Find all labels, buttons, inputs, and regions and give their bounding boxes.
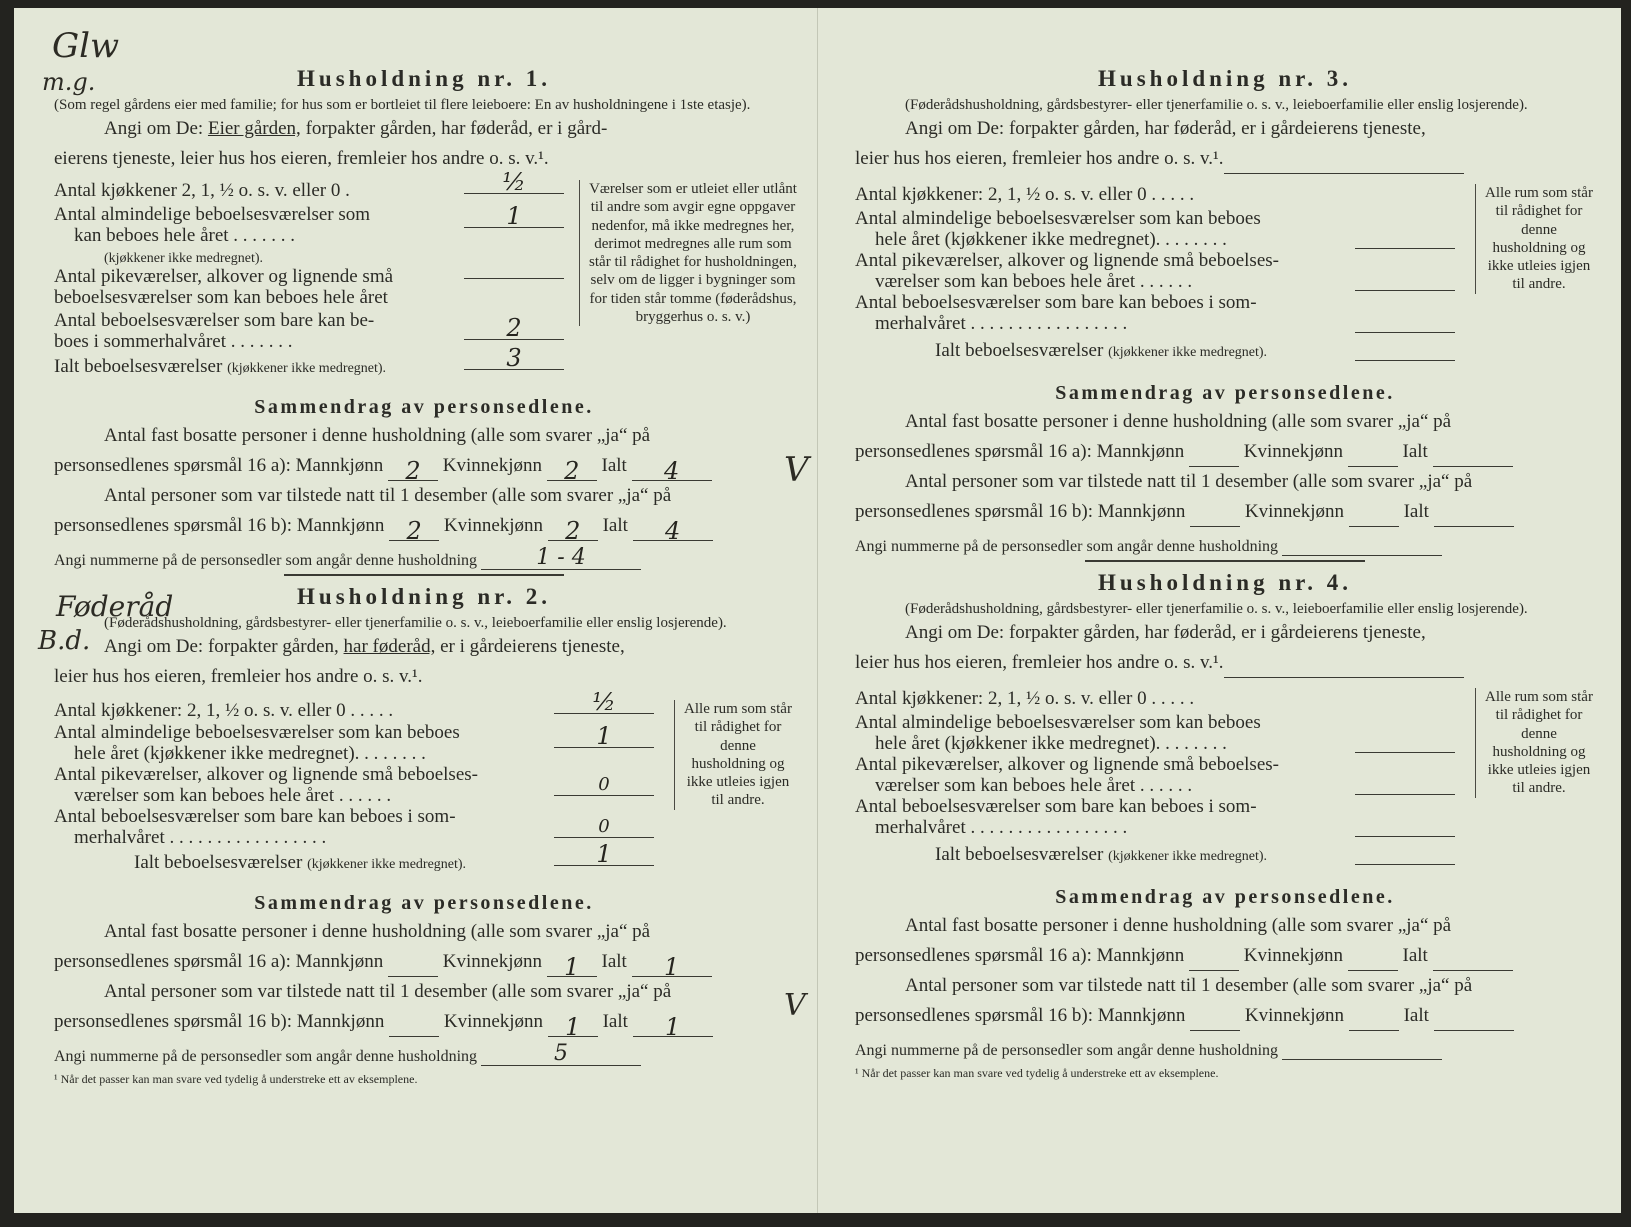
- h2-side-note: Alle rum som står til rådighet for denne husholdning og ikke utleies igjen til andre.: [674, 700, 793, 810]
- h2-s2-male[interactable]: [389, 1012, 439, 1037]
- household-4-title: Husholdning nr. 4.: [1098, 570, 1352, 595]
- eier-garden-underlined: Eier gården,: [207, 118, 301, 139]
- h1-s2-male[interactable]: 2: [389, 516, 439, 541]
- h2-numbers-value[interactable]: 5: [481, 1041, 641, 1066]
- h1-row-ordinary-rooms: Antal almindelige beboelsesværelser som kan beboes hele året . . . . . . . (kjøkkener ikke medregnet). 1: [54, 204, 574, 266]
- h2-s2-total[interactable]: 1: [633, 1012, 713, 1037]
- h4-s2-male[interactable]: [1190, 1006, 1240, 1031]
- h2-s1-total[interactable]: 1: [632, 952, 712, 977]
- h1-angi-numbers: Angi nummerne på de personsedler som angår denne husholdning 1 - 4: [54, 545, 794, 570]
- form-sheet: [14, 8, 1621, 1213]
- h3-side-note: Alle rum som står til rådighet for denne husholdning og ikke utleies igjen til andre.: [1475, 184, 1594, 294]
- h4-s2-total[interactable]: [1434, 1006, 1514, 1031]
- h4-s1-total[interactable]: [1433, 946, 1513, 971]
- household-2-rooms: [54, 688, 794, 884]
- h3-s2-line-b: personsedlenes spørsmål 16 b): Mannkjønn Kvinnekjønn Ialt: [855, 497, 1595, 527]
- h1-row-total: Ialt beboelsesværelser (kjøkkener ikke medregnet). 3: [54, 356, 574, 384]
- household-1-angi-line1: Angi om De: Eier gården, forpakter gården, har føderåd, er i gård-: [104, 118, 608, 139]
- h3-s1-line-b: personsedlenes spørsmål 16 a): Mannkjønn Kvinnekjønn Ialt: [855, 437, 1595, 467]
- h1-summary-title: Sammendrag av personsedlene.: [254, 396, 594, 418]
- h3-row-ordinary-rooms: Antal almindelige beboelsesværelser som kan beboes hele året (kjøkkener ikke medregnet). . . . . . . .: [855, 208, 1467, 250]
- h1-s1-male[interactable]: 2: [388, 456, 438, 481]
- h3-s1-line-a: Antal fast bosatte personer i denne husholdning (alle som svarer „ja“ på: [905, 411, 1452, 432]
- h2-s1-male[interactable]: [388, 952, 438, 977]
- h4-summary-title: Sammendrag av personsedlene.: [1055, 886, 1395, 908]
- h3-s1-male[interactable]: [1189, 442, 1239, 467]
- h4-angi-numbers: Angi nummerne på de personsedler som angår denne husholdning: [855, 1035, 1595, 1060]
- h2-row-total: Ialt beboelsesværelser (kjøkkener ikke medregnet). 1: [54, 852, 666, 880]
- household-2-angi-line1: Angi om De: forpakter gården, har føderåd, er i gårdeierens tjeneste,: [104, 636, 625, 657]
- h4-row-kitchens: Antal kjøkkener: 2, 1, ½ o. s. v. eller 0 . . . . .: [855, 688, 1195, 709]
- h1-row-summer-rooms: Antal beboelsesværelser som bare kan be- boes i sommerhalvåret . . . . . . . 2: [54, 310, 574, 356]
- household-4-rooms: [855, 688, 1595, 878]
- left-page: [14, 8, 818, 1213]
- household-3-note: (Føderådshusholdning, gårdsbestyrer- eller tjenerfamilie o. s. v., leieboerfamilie eller enslig losjerende).: [905, 97, 1528, 113]
- h4-side-note: Alle rum som står til rådighet for denne husholdning og ikke utleies igjen til andre.: [1475, 688, 1594, 798]
- h3-s2-line-a: Antal personer som var tilstede natt til 1 desember (alle som svarer „ja“ på: [905, 471, 1473, 492]
- h3-s2-total[interactable]: [1434, 502, 1514, 527]
- h4-row-total: Ialt beboelsesværelser (kjøkkener ikke medregnet).: [855, 844, 1467, 872]
- h1-s2-line-b: personsedlenes spørsmål 16 b): Mannkjønn 2 Kvinnekjønn 2 Ialt 4: [54, 511, 794, 541]
- h1-s1-female[interactable]: 2: [547, 456, 597, 481]
- checkmark-2: V: [784, 988, 806, 1023]
- h3-row-summer-rooms: Antal beboelsesværelser som bare kan beboes i som- merhalvåret . . . . . . . . . . . . . . . . .: [855, 292, 1467, 340]
- h4-s1-line-a: Antal fast bosatte personer i denne husholdning (alle som svarer „ja“ på: [905, 915, 1452, 936]
- h3-row-small-rooms: Antal pikeværelser, alkover og lignende små beboelses- værelser som kan beboes hele året . . . . . .: [855, 250, 1467, 292]
- h3-s1-total[interactable]: [1433, 442, 1513, 467]
- footnote: ¹ Når det passer kan man svare ved tydelig å understreke ett av eksemplene.: [855, 1066, 1219, 1080]
- h1-s1-total[interactable]: 4: [632, 456, 712, 481]
- right-page: [817, 8, 1621, 1213]
- h1-s1-line-a: Antal fast bosatte personer i denne husholdning (alle som svarer „ja“ på: [104, 425, 651, 446]
- household-1-note: (Som regel gårdens eier med familie; for hus som er bortleiet til flere leieboere: En av husholdningene i 1ste etasje).: [54, 97, 751, 113]
- h2-s1-female[interactable]: 1: [547, 952, 597, 977]
- h2-s2-line-b: personsedlenes spørsmål 16 b): Mannkjønn Kvinnekjønn 1 Ialt 1: [54, 1007, 794, 1037]
- household-1-angi-line2: eierens tjeneste, leier hus hos eieren, fremleier hos andre o. s. v.¹.: [54, 148, 549, 169]
- separator: [284, 574, 564, 576]
- household-3-angi-line2: leier hus hos eieren, fremleier hos andre o. s. v.¹.: [855, 144, 1595, 174]
- h2-summary-title: Sammendrag av personsedlene.: [254, 892, 594, 914]
- handwritten-annotation-sub: m.g.: [42, 68, 96, 96]
- h4-s2-line-b: personsedlenes spørsmål 16 b): Mannkjønn Kvinnekjønn Ialt: [855, 1001, 1595, 1031]
- footnote: ¹ Når det passer kan man svare ved tydelig å understreke ett av eksemplene.: [54, 1072, 418, 1086]
- h4-s1-male[interactable]: [1189, 946, 1239, 971]
- household-3-title: Husholdning nr. 3.: [1098, 66, 1352, 91]
- h1-s2-female[interactable]: 2: [548, 516, 598, 541]
- h2-s1-line-a: Antal fast bosatte personer i denne husholdning (alle som svarer „ja“ på: [104, 921, 651, 942]
- h3-numbers-value[interactable]: [1282, 531, 1442, 556]
- h4-row-summer-rooms: Antal beboelsesværelser som bare kan beboes i som- merhalvåret . . . . . . . . . . . . . . . . .: [855, 796, 1467, 844]
- checkmark-1: V: [784, 450, 809, 490]
- h3-angi-numbers: Angi nummerne på de personsedler som angår denne husholdning: [855, 531, 1595, 556]
- household-2-note: (Føderådshusholdning, gårdsbestyrer- eller tjenerfamilie o. s. v., leieboerfamilie eller enslig losjerende).: [104, 615, 727, 631]
- handwritten-annotation-top: Glw: [52, 26, 120, 66]
- h4-s1-line-b: personsedlenes spørsmål 16 a): Mannkjønn Kvinnekjønn Ialt: [855, 941, 1595, 971]
- h1-s1-line-b: personsedlenes spørsmål 16 a): Mannkjønn 2 Kvinnekjønn 2 Ialt 4: [54, 451, 794, 481]
- separator: [1085, 560, 1365, 562]
- h1-row-kitchens: Antal kjøkkener 2, 1, ½ o. s. v. eller 0 . ½: [54, 180, 574, 204]
- household-1-rooms: [54, 168, 797, 388]
- handwritten-annotation-bd: B.d.: [38, 626, 91, 656]
- h2-row-summer-rooms: Antal beboelsesværelser som bare kan beboes i som- merhalvåret . . . . . . . . . . . . . . . . . 0: [54, 806, 666, 852]
- h2-s2-female[interactable]: 1: [548, 1012, 598, 1037]
- h4-s2-line-a: Antal personer som var tilstede natt til 1 desember (alle som svarer „ja“ på: [905, 975, 1473, 996]
- h1-s2-line-a: Antal personer som var tilstede natt til 1 desember (alle som svarer „ja“ på: [104, 485, 672, 506]
- h4-s2-female[interactable]: [1349, 1006, 1399, 1031]
- household-4-note: (Føderådshusholdning, gårdsbestyrer- eller tjenerfamilie o. s. v., leieboerfamilie eller enslig losjerende).: [905, 601, 1528, 617]
- household-1-title: Husholdning nr. 1.: [297, 66, 551, 91]
- h3-row-total: Ialt beboelsesværelser (kjøkkener ikke medregnet).: [855, 340, 1467, 368]
- har-foderad-underlined: har føderåd,: [343, 636, 436, 657]
- household-3-rooms: [855, 184, 1595, 374]
- h3-s2-male[interactable]: [1190, 502, 1240, 527]
- household-2-title: Husholdning nr. 2.: [297, 584, 551, 609]
- h3-row-kitchens: Antal kjøkkener: 2, 1, ½ o. s. v. eller 0 . . . . .: [855, 184, 1195, 205]
- household-4-angi-line2: leier hus hos eieren, fremleier hos andre o. s. v.¹.: [855, 648, 1595, 678]
- household-3-angi-line1: Angi om De: forpakter gården, har føderåd, er i gårdeierens tjeneste,: [905, 118, 1426, 139]
- handwritten-annotation-foderad: Føderåd: [56, 590, 174, 623]
- h1-row-small-rooms: Antal pikeværelser, alkover og lignende små beboelsesværelser som kan beboes hele året: [54, 266, 574, 310]
- h4-s1-female[interactable]: [1348, 946, 1398, 971]
- h1-s2-total[interactable]: 4: [633, 516, 713, 541]
- h3-s1-female[interactable]: [1348, 442, 1398, 467]
- household-2-angi-line2: leier hus hos eieren, fremleier hos andre o. s. v.¹.: [54, 666, 423, 687]
- h2-s2-line-a: Antal personer som var tilstede natt til 1 desember (alle som svarer „ja“ på: [104, 981, 672, 1002]
- h4-row-ordinary-rooms: Antal almindelige beboelsesværelser som kan beboes hele året (kjøkkener ikke medregnet). . . . . . . .: [855, 712, 1467, 754]
- h2-row-small-rooms: Antal pikeværelser, alkover og lignende små beboelses- værelser som kan beboes hele året . . . . . . 0: [54, 764, 666, 806]
- household-4-angi-line1: Angi om De: forpakter gården, har føderåd, er i gårdeierens tjeneste,: [905, 622, 1426, 643]
- h2-row-kitchens: Antal kjøkkener: 2, 1, ½ o. s. v. eller 0 . . . . . ½: [54, 700, 666, 722]
- h1-side-note: Værelser som er utleiet eller utlånt til andre som avgir egne oppgaver nedenfor, må ikke medregnes her, derimot medregnes alle rum som står til rådighet for husholdningen, selv om de ligger i bygninger som for tiden står tomme (føderådshus, bryggerhus o. s. v.): [579, 180, 798, 326]
- h2-row-ordinary-rooms: Antal almindelige beboelsesværelser som kan beboes hele året (kjøkkener ikke medregnet). . . . . . . . 1: [54, 722, 666, 764]
- h2-angi-numbers: Angi nummerne på de personsedler som angår denne husholdning 5: [54, 1041, 794, 1066]
- h1-numbers-value[interactable]: 1 - 4: [481, 545, 641, 570]
- h3-s2-female[interactable]: [1349, 502, 1399, 527]
- h4-row-small-rooms: Antal pikeværelser, alkover og lignende små beboelses- værelser som kan beboes hele året . . . . . .: [855, 754, 1467, 796]
- h4-numbers-value[interactable]: [1282, 1035, 1442, 1060]
- h2-s1-line-b: personsedlenes spørsmål 16 a): Mannkjønn Kvinnekjønn 1 Ialt 1: [54, 947, 794, 977]
- h3-summary-title: Sammendrag av personsedlene.: [1055, 382, 1395, 404]
